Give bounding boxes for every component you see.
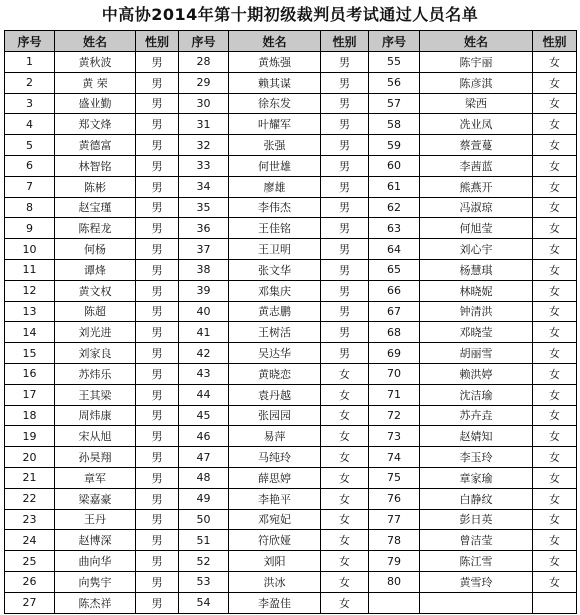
cell-gender: 男 <box>136 197 179 218</box>
cell-gender: 男 <box>136 384 179 405</box>
table-row <box>5 72 577 93</box>
cell-name: 赵婧知 <box>420 426 533 447</box>
cell-index: 28 <box>179 52 229 73</box>
cell-gender: 女 <box>321 571 369 592</box>
cell-index: 49 <box>179 488 229 509</box>
cell-gender: 女 <box>321 467 369 488</box>
cell-index: 78 <box>369 530 420 551</box>
cell-index: 2 <box>5 72 55 93</box>
cell-index: 59 <box>369 135 420 156</box>
cell-name: 赖其谋 <box>229 72 321 93</box>
cell-name: 刘心宇 <box>420 239 533 260</box>
cell-name: 王佳铭 <box>229 218 321 239</box>
cell-name: 陈彬 <box>55 176 136 197</box>
cell-gender: 女 <box>533 426 577 447</box>
cell-name: 张文华 <box>229 259 321 280</box>
cell-index: 19 <box>5 426 55 447</box>
cell-name: 洪冰 <box>229 571 321 592</box>
cell-name: 宋从旭 <box>55 426 136 447</box>
cell-index: 32 <box>179 135 229 156</box>
cell-gender: 男 <box>136 571 179 592</box>
cell-name: 刘阳 <box>229 551 321 572</box>
cell-index: 34 <box>179 176 229 197</box>
cell-name: 沈洁瑜 <box>420 384 533 405</box>
cell-index: 27 <box>5 592 55 613</box>
cell-gender: 女 <box>533 280 577 301</box>
cell-name: 陈彦淇 <box>420 72 533 93</box>
cell-gender: 男 <box>136 301 179 322</box>
cell-gender: 女 <box>533 322 577 343</box>
cell-name: 周炜康 <box>55 405 136 426</box>
page-title: 中高协2014年第十期初级裁判员考试通过人员名单 <box>101 5 479 24</box>
cell-gender: 男 <box>136 72 179 93</box>
cell-name: 郑文烽 <box>55 114 136 135</box>
header-name: 姓名 <box>420 31 533 52</box>
cell-gender: 男 <box>321 322 369 343</box>
cell-name: 廖雄 <box>229 176 321 197</box>
cell-name: 孙昊翔 <box>55 447 136 468</box>
cell-index: 16 <box>5 363 55 384</box>
cell-name: 黄文权 <box>55 280 136 301</box>
table-row <box>5 405 577 426</box>
cell-gender: 男 <box>321 176 369 197</box>
cell-index: 23 <box>5 509 55 530</box>
table-row <box>5 571 577 592</box>
cell-index: 67 <box>369 301 420 322</box>
cell-gender: 男 <box>136 93 179 114</box>
table-row <box>5 259 577 280</box>
cell-name: 陈杰祥 <box>55 592 136 613</box>
cell-index: 39 <box>179 280 229 301</box>
cell-name: 陈超 <box>55 301 136 322</box>
header-gender: 性别 <box>136 31 179 52</box>
cell-name: 李茜蓝 <box>420 155 533 176</box>
cell-gender: 女 <box>533 176 577 197</box>
table-row <box>5 592 577 613</box>
cell-gender: 女 <box>533 405 577 426</box>
cell-gender: 女 <box>321 592 369 613</box>
cell-index: 43 <box>179 363 229 384</box>
cell-index: 71 <box>369 384 420 405</box>
cell-name: 杨慧琪 <box>420 259 533 280</box>
table-body <box>5 52 577 614</box>
table-row <box>5 426 577 447</box>
cell-index: 54 <box>179 592 229 613</box>
cell-name: 苏炜乐 <box>55 363 136 384</box>
cell-name: 刘光进 <box>55 322 136 343</box>
cell-index: 26 <box>5 571 55 592</box>
cell-name: 李玉玲 <box>420 447 533 468</box>
cell-index: 40 <box>179 301 229 322</box>
cell-name: 王卫明 <box>229 239 321 260</box>
header-gender: 性别 <box>321 31 369 52</box>
cell-index: 12 <box>5 280 55 301</box>
cell-name: 何世雄 <box>229 155 321 176</box>
cell-gender: 女 <box>533 239 577 260</box>
cell-index: 73 <box>369 426 420 447</box>
cell-name: 易萍 <box>229 426 321 447</box>
cell-name: 何杨 <box>55 239 136 260</box>
cell-gender: 女 <box>321 530 369 551</box>
cell-gender: 女 <box>533 551 577 572</box>
cell-name: 彭日英 <box>420 509 533 530</box>
cell-index <box>369 592 420 613</box>
cell-index: 7 <box>5 176 55 197</box>
cell-index: 14 <box>5 322 55 343</box>
table-row <box>5 384 577 405</box>
cell-gender: 男 <box>136 239 179 260</box>
cell-name: 张园园 <box>229 405 321 426</box>
cell-name: 叶耀军 <box>229 114 321 135</box>
cell-gender: 女 <box>321 488 369 509</box>
cell-gender: 女 <box>533 363 577 384</box>
table-row <box>5 363 577 384</box>
cell-index: 64 <box>369 239 420 260</box>
cell-name: 陈宇丽 <box>420 52 533 73</box>
cell-index: 52 <box>179 551 229 572</box>
cell-index: 53 <box>179 571 229 592</box>
cell-gender <box>533 592 577 613</box>
cell-name: 赵宝瑾 <box>55 197 136 218</box>
cell-gender: 女 <box>533 218 577 239</box>
cell-index: 44 <box>179 384 229 405</box>
cell-name: 向隽宇 <box>55 571 136 592</box>
cell-gender: 男 <box>136 259 179 280</box>
cell-name: 林智铭 <box>55 155 136 176</box>
cell-name: 黄秋波 <box>55 52 136 73</box>
cell-name: 李盈佳 <box>229 592 321 613</box>
cell-index: 57 <box>369 93 420 114</box>
cell-name: 王丹 <box>55 509 136 530</box>
cell-gender: 男 <box>136 176 179 197</box>
cell-index: 33 <box>179 155 229 176</box>
cell-gender: 男 <box>136 405 179 426</box>
header-name: 姓名 <box>229 31 321 52</box>
cell-index: 62 <box>369 197 420 218</box>
cell-index: 6 <box>5 155 55 176</box>
cell-gender: 女 <box>533 52 577 73</box>
cell-name: 苏卉垚 <box>420 405 533 426</box>
table-row <box>5 280 577 301</box>
cell-name: 王其梁 <box>55 384 136 405</box>
cell-index: 3 <box>5 93 55 114</box>
cell-index: 55 <box>369 52 420 73</box>
header-name: 姓名 <box>55 31 136 52</box>
cell-gender: 女 <box>321 384 369 405</box>
cell-gender: 男 <box>136 530 179 551</box>
cell-gender: 男 <box>321 218 369 239</box>
cell-name: 赵博深 <box>55 530 136 551</box>
cell-gender: 女 <box>533 93 577 114</box>
cell-name: 熊燕开 <box>420 176 533 197</box>
cell-gender: 男 <box>321 280 369 301</box>
table-row <box>5 447 577 468</box>
cell-gender: 女 <box>533 343 577 364</box>
cell-name: 盛业勤 <box>55 93 136 114</box>
cell-gender: 男 <box>136 114 179 135</box>
cell-name: 吴达华 <box>229 343 321 364</box>
cell-name: 符欣娅 <box>229 530 321 551</box>
cell-index: 4 <box>5 114 55 135</box>
cell-index: 11 <box>5 259 55 280</box>
cell-name: 陈江雪 <box>420 551 533 572</box>
cell-index: 9 <box>5 218 55 239</box>
table-row <box>5 301 577 322</box>
cell-name: 袁丹越 <box>229 384 321 405</box>
header-index: 序号 <box>5 31 55 52</box>
cell-gender: 女 <box>533 72 577 93</box>
cell-gender: 男 <box>321 197 369 218</box>
cell-gender: 女 <box>321 426 369 447</box>
cell-gender: 女 <box>533 114 577 135</box>
table-row <box>5 155 577 176</box>
cell-gender: 男 <box>321 72 369 93</box>
table-row <box>5 197 577 218</box>
cell-name: 刘家良 <box>55 343 136 364</box>
cell-index: 74 <box>369 447 420 468</box>
cell-gender: 女 <box>321 447 369 468</box>
table-row <box>5 343 577 364</box>
cell-name: 陈程龙 <box>55 218 136 239</box>
cell-gender: 女 <box>533 447 577 468</box>
cell-gender: 女 <box>533 155 577 176</box>
cell-index: 20 <box>5 447 55 468</box>
cell-index: 36 <box>179 218 229 239</box>
cell-name: 张强 <box>229 135 321 156</box>
cell-name: 徐东发 <box>229 93 321 114</box>
cell-index: 72 <box>369 405 420 426</box>
cell-gender: 男 <box>136 155 179 176</box>
cell-name: 钟清洪 <box>420 301 533 322</box>
cell-name <box>420 592 533 613</box>
cell-index: 24 <box>5 530 55 551</box>
cell-index: 56 <box>369 72 420 93</box>
cell-gender: 女 <box>533 509 577 530</box>
cell-gender: 女 <box>321 509 369 530</box>
cell-name: 黄志鹏 <box>229 301 321 322</box>
cell-gender: 男 <box>136 363 179 384</box>
cell-name: 曾洁莹 <box>420 530 533 551</box>
cell-index: 47 <box>179 447 229 468</box>
cell-index: 25 <box>5 551 55 572</box>
table-row <box>5 239 577 260</box>
cell-gender: 女 <box>533 467 577 488</box>
cell-gender: 女 <box>533 384 577 405</box>
cell-gender: 男 <box>136 135 179 156</box>
table-row <box>5 467 577 488</box>
cell-index: 41 <box>179 322 229 343</box>
cell-gender: 男 <box>136 52 179 73</box>
cell-index: 77 <box>369 509 420 530</box>
cell-index: 48 <box>179 467 229 488</box>
cell-index: 30 <box>179 93 229 114</box>
cell-index: 18 <box>5 405 55 426</box>
table-row <box>5 135 577 156</box>
cell-name: 薛思婷 <box>229 467 321 488</box>
cell-index: 76 <box>369 488 420 509</box>
cell-gender: 男 <box>136 322 179 343</box>
cell-name: 马纯玲 <box>229 447 321 468</box>
cell-index: 46 <box>179 426 229 447</box>
cell-name: 白静纹 <box>420 488 533 509</box>
cell-name: 黄 荣 <box>55 72 136 93</box>
cell-gender: 男 <box>321 93 369 114</box>
cell-index: 45 <box>179 405 229 426</box>
cell-index: 5 <box>5 135 55 156</box>
cell-name: 梁嘉豪 <box>55 488 136 509</box>
header-index: 序号 <box>369 31 420 52</box>
cell-gender: 女 <box>533 301 577 322</box>
cell-index: 37 <box>179 239 229 260</box>
cell-index: 35 <box>179 197 229 218</box>
cell-gender: 男 <box>321 301 369 322</box>
cell-index: 58 <box>369 114 420 135</box>
cell-index: 80 <box>369 571 420 592</box>
cell-gender: 男 <box>321 259 369 280</box>
cell-gender: 男 <box>321 343 369 364</box>
cell-gender: 女 <box>321 363 369 384</box>
header-index: 序号 <box>179 31 229 52</box>
cell-index: 75 <box>369 467 420 488</box>
cell-index: 17 <box>5 384 55 405</box>
cell-index: 70 <box>369 363 420 384</box>
cell-gender: 男 <box>136 467 179 488</box>
cell-index: 29 <box>179 72 229 93</box>
table-row <box>5 93 577 114</box>
cell-gender: 男 <box>136 218 179 239</box>
cell-index: 68 <box>369 322 420 343</box>
cell-index: 69 <box>369 343 420 364</box>
cell-name: 黄雪玲 <box>420 571 533 592</box>
table-row <box>5 322 577 343</box>
header-gender: 性别 <box>533 31 577 52</box>
cell-gender: 女 <box>321 551 369 572</box>
cell-index: 42 <box>179 343 229 364</box>
cell-name: 冼业凤 <box>420 114 533 135</box>
cell-name: 邓宛妃 <box>229 509 321 530</box>
cell-index: 79 <box>369 551 420 572</box>
cell-index: 31 <box>179 114 229 135</box>
cell-index: 15 <box>5 343 55 364</box>
cell-gender: 女 <box>533 135 577 156</box>
cell-gender: 女 <box>533 571 577 592</box>
cell-gender: 男 <box>136 343 179 364</box>
cell-index: 22 <box>5 488 55 509</box>
cell-index: 38 <box>179 259 229 280</box>
table-row <box>5 218 577 239</box>
cell-gender: 男 <box>321 52 369 73</box>
cell-gender: 男 <box>321 155 369 176</box>
cell-gender: 男 <box>321 135 369 156</box>
cell-name: 曲向华 <box>55 551 136 572</box>
cell-name: 李伟杰 <box>229 197 321 218</box>
cell-name: 谭烽 <box>55 259 136 280</box>
cell-gender: 男 <box>321 114 369 135</box>
cell-name: 黄晓恋 <box>229 363 321 384</box>
cell-index: 51 <box>179 530 229 551</box>
cell-name: 章军 <box>55 467 136 488</box>
cell-gender: 男 <box>136 509 179 530</box>
cell-name: 林晓妮 <box>420 280 533 301</box>
cell-gender: 男 <box>136 426 179 447</box>
cell-name: 黄炼强 <box>229 52 321 73</box>
table-row <box>5 551 577 572</box>
cell-index: 10 <box>5 239 55 260</box>
cell-name: 章家瑜 <box>420 467 533 488</box>
table-row <box>5 114 577 135</box>
cell-index: 63 <box>369 218 420 239</box>
cell-name: 何旭莹 <box>420 218 533 239</box>
cell-gender: 女 <box>533 259 577 280</box>
cell-index: 50 <box>179 509 229 530</box>
roster-table <box>4 30 577 614</box>
cell-name: 黄德富 <box>55 135 136 156</box>
cell-gender: 男 <box>321 239 369 260</box>
cell-gender: 女 <box>533 530 577 551</box>
cell-name: 邓集庆 <box>229 280 321 301</box>
cell-gender: 女 <box>321 405 369 426</box>
table-row <box>5 509 577 530</box>
cell-name: 胡丽雪 <box>420 343 533 364</box>
table-row <box>5 176 577 197</box>
cell-gender: 男 <box>136 551 179 572</box>
table-row <box>5 52 577 73</box>
cell-gender: 男 <box>136 592 179 613</box>
cell-index: 13 <box>5 301 55 322</box>
cell-index: 1 <box>5 52 55 73</box>
cell-gender: 女 <box>533 488 577 509</box>
cell-index: 61 <box>369 176 420 197</box>
cell-index: 21 <box>5 467 55 488</box>
cell-index: 8 <box>5 197 55 218</box>
cell-name: 王树活 <box>229 322 321 343</box>
cell-gender: 男 <box>136 447 179 468</box>
cell-name: 冯淑琼 <box>420 197 533 218</box>
cell-name: 梁西 <box>420 93 533 114</box>
cell-gender: 男 <box>136 488 179 509</box>
cell-gender: 女 <box>533 197 577 218</box>
table-row <box>5 488 577 509</box>
cell-name: 邓晓莹 <box>420 322 533 343</box>
table-row <box>5 530 577 551</box>
cell-name: 赖洪婷 <box>420 363 533 384</box>
cell-index: 66 <box>369 280 420 301</box>
cell-gender: 男 <box>136 280 179 301</box>
cell-index: 60 <box>369 155 420 176</box>
cell-index: 65 <box>369 259 420 280</box>
cell-name: 蔡萱蔓 <box>420 135 533 156</box>
header-row <box>5 31 577 52</box>
cell-name: 李艳平 <box>229 488 321 509</box>
